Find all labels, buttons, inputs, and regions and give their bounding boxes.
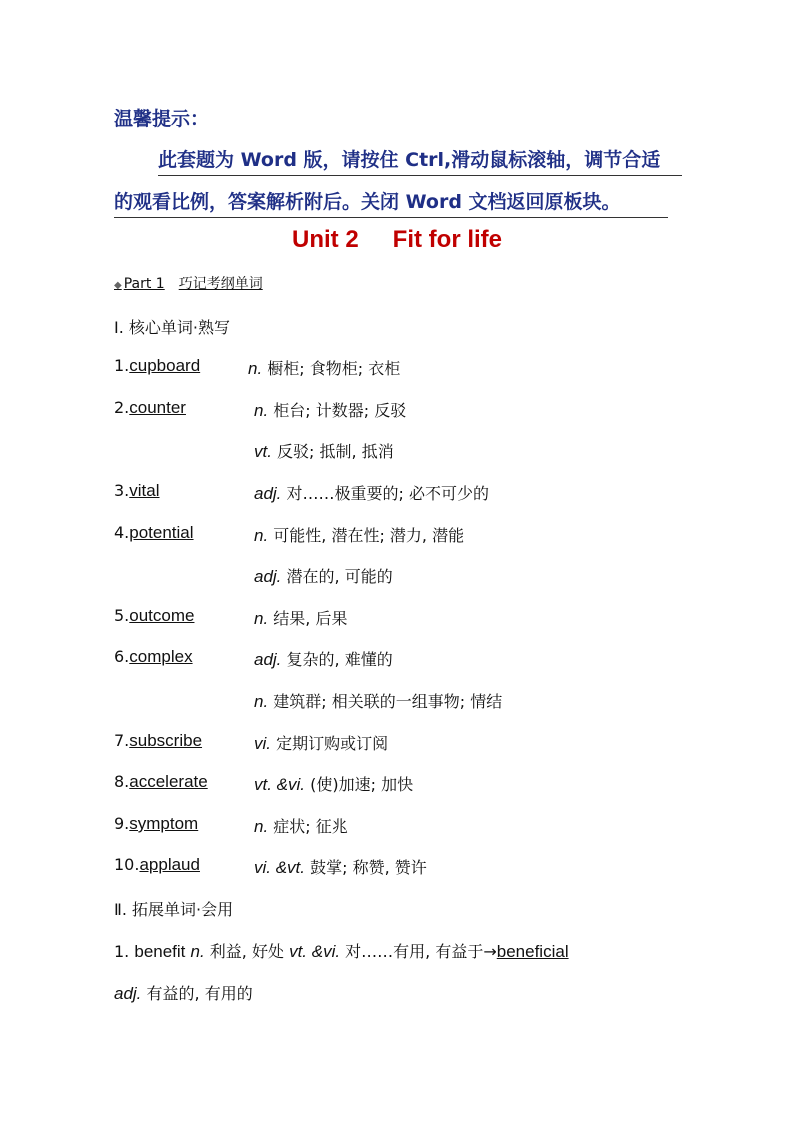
word-number: 2. [114, 398, 130, 417]
word-term: accelerate [129, 772, 208, 791]
part-of-speech: adj. [254, 567, 282, 586]
definition-continuation: adj. 潜在的, 可能的 [254, 567, 393, 586]
word-number: 8. [114, 772, 130, 791]
part-of-speech: n. [254, 401, 269, 420]
definition-continuation: n. 建筑群; 相关联的一组事物; 情结 [254, 692, 503, 711]
word-definition: vi. 定期订购或订阅 [254, 734, 389, 753]
part-label: Part 1 [123, 276, 165, 292]
tip-line-2: 的观看比例，答案解析附后。关闭 Word 文档返回原板块。 [114, 187, 668, 218]
unit-number: Unit 2 [292, 226, 359, 253]
word-definition: 利益, 好处 [209, 942, 284, 961]
part-of-speech: n. [254, 609, 269, 628]
word-row [114, 647, 393, 671]
word-row [114, 356, 401, 380]
word-number: 4. [114, 523, 130, 542]
word-number: 7. [114, 731, 130, 750]
word-definition: n. 结果, 后果 [254, 609, 348, 628]
word-definition: 有益的, 有用的 [146, 984, 253, 1003]
word-definition: n. 可能性, 潜在性; 潜力, 潜能 [254, 526, 465, 545]
definition-continuation: vt. 反驳; 抵制, 抵消 [254, 442, 394, 461]
word-definition: vt. &vi. (使)加速; 加快 [254, 775, 414, 794]
part-of-speech: vt. &vi. [289, 942, 341, 961]
word-definition: n. 柜台; 计数器; 反驳 [254, 401, 407, 420]
tip-heading: 温馨提示： [114, 108, 210, 130]
part-of-speech: n. [254, 526, 269, 545]
word-term: complex [129, 647, 193, 666]
part-of-speech: adj. [254, 484, 282, 503]
part-of-speech: vi. &vt. [254, 858, 306, 877]
word-term: benefit [134, 942, 186, 961]
word-number: 3. [114, 481, 130, 500]
word-term: subscribe [129, 731, 203, 750]
tip-line-1: 此套题为 Word 版，请按住 Ctrl,滑动鼠标滚轴，调节合适 [158, 145, 682, 176]
unit-title [0, 226, 794, 254]
part-of-speech: adj. [254, 650, 282, 669]
word-term: counter [129, 398, 186, 417]
word-definition: adj. 对……极重要的; 必不可少的 [254, 484, 489, 503]
part-of-speech: n. [254, 692, 269, 711]
word-term: vital [129, 481, 160, 500]
word-definition: vi. &vt. 鼓掌; 称赞, 赞许 [254, 858, 427, 877]
word-number: 5. [114, 606, 130, 625]
extended-entry-line-1 [114, 939, 569, 962]
word-number: 9. [114, 814, 130, 833]
word-term: applaud [139, 855, 200, 874]
extended-entry-line-2 [114, 981, 253, 1004]
word-number: 6. [114, 647, 130, 666]
word-definition: adj. 复杂的, 难懂的 [254, 650, 393, 669]
part-of-speech: vt. &vi. [254, 775, 306, 794]
word-row [114, 481, 489, 505]
part-of-speech: n. [248, 359, 263, 378]
word-row [114, 731, 389, 755]
part-heading [114, 273, 263, 293]
word-number: 10. [114, 855, 140, 874]
word-term: potential [129, 523, 194, 542]
part-of-speech: n. [254, 817, 269, 836]
word-row [114, 523, 465, 547]
diamond-icon: ◆ [114, 280, 122, 291]
word-term: cupboard [129, 356, 201, 375]
part-of-speech: vi. [254, 734, 271, 753]
word-term: symptom [129, 814, 199, 833]
section-core-words: Ⅰ. 核心单词·熟写 [114, 318, 230, 337]
word-row [114, 814, 348, 838]
word-row [114, 606, 348, 630]
unit-name: Fit for life [392, 226, 502, 253]
word-row [114, 855, 427, 879]
word-definition: n. 橱柜; 食物柜; 衣柜 [248, 359, 401, 378]
word-term: outcome [129, 606, 195, 625]
section-extended-words: Ⅱ. 拓展单词·会用 [114, 900, 234, 919]
word-definition: n. 症状; 征兆 [254, 817, 348, 836]
word-definition: 对……有用, 有益于→ [345, 942, 497, 961]
part-name: 巧记考纲单词 [178, 276, 263, 292]
word-number: 1. [114, 356, 130, 375]
word-row [114, 398, 407, 422]
part-of-speech: n. [190, 942, 205, 961]
word-number: 1. [114, 942, 135, 961]
part-of-speech: adj. [114, 984, 142, 1003]
word-row [114, 772, 414, 796]
derived-word: beneficial [496, 942, 569, 961]
part-of-speech: vt. [254, 442, 272, 461]
